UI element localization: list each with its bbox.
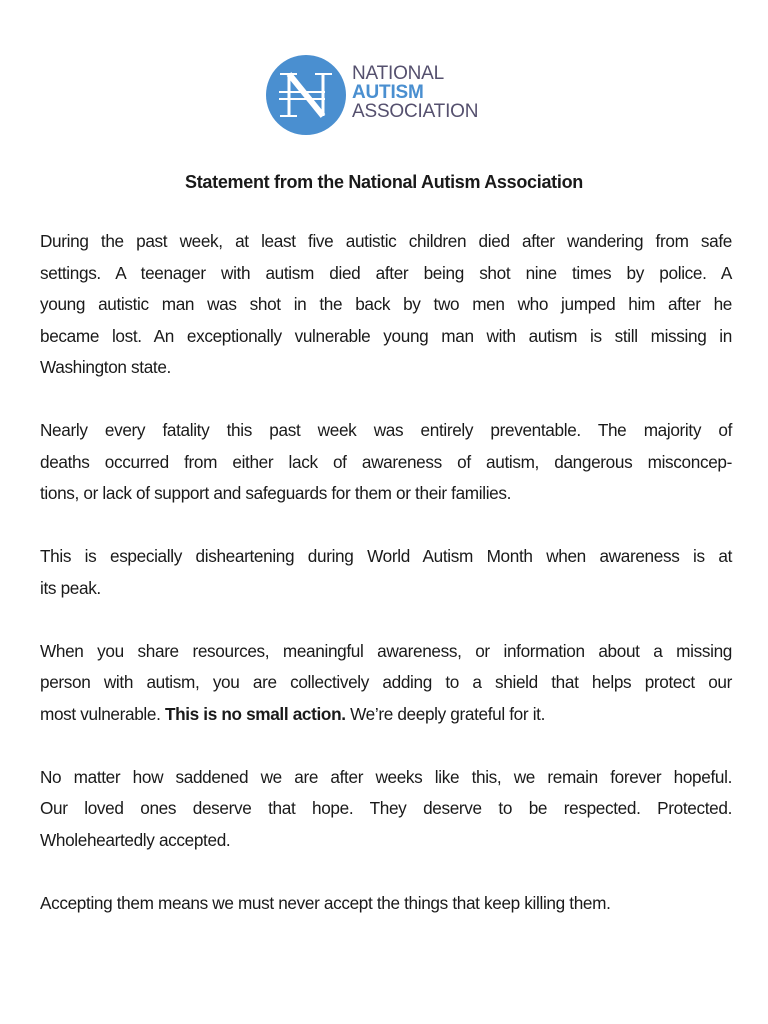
emphasis-text: This is no small action. bbox=[164, 703, 346, 724]
paragraph-2 bbox=[40, 415, 732, 510]
text-line: young autistic man was shot in the back by two men who jumped him after he bbox=[40, 294, 732, 314]
paragraph-1 bbox=[40, 226, 732, 384]
text-line: Washington state. bbox=[40, 357, 171, 377]
national-autism-association-logo bbox=[265, 54, 505, 136]
paragraph-4 bbox=[40, 636, 732, 731]
text-run: most vulnerable. bbox=[40, 703, 165, 724]
text-line: Accepting them means we must never accept the things that keep killing them. bbox=[40, 892, 611, 913]
statement-title: Statement from the National Autism Association bbox=[185, 172, 583, 192]
text-line: its peak. bbox=[40, 577, 101, 598]
text-line: deaths occurred from either lack of awareness of autism, dangerous misconcep- bbox=[40, 451, 732, 472]
paragraph-5 bbox=[40, 762, 732, 857]
logo-monogram-icon bbox=[265, 54, 347, 136]
text-line: When you share resources, meaningful awareness, or information about a missing bbox=[40, 640, 732, 661]
logo-line-association: ASSOCIATION bbox=[352, 101, 479, 122]
text-line: Wholeheartedly accepted. bbox=[40, 829, 231, 850]
paragraph-3 bbox=[40, 541, 732, 604]
text-line: No matter how saddened we are after weeks like this, we remain forever hopeful. bbox=[40, 766, 732, 787]
text-line bbox=[40, 699, 732, 731]
logo-line-autism: AUTISM bbox=[352, 82, 424, 103]
text-line: became lost. An exceptionally vulnerable young man with autism is still missing in bbox=[40, 325, 732, 346]
text-line: Nearly every fatality this past week was entirely preventable. The majority of bbox=[40, 420, 732, 440]
text-line: tions, or lack of support and safeguards for them or their families. bbox=[40, 483, 512, 503]
text-line: settings. A teenager with autism died after being shot nine times by police. A bbox=[40, 262, 732, 283]
statement-body bbox=[40, 226, 732, 951]
text-line: This is especially disheartening during World Autism Month when awareness is at bbox=[40, 546, 732, 566]
text-line: Our loved ones deserve that hope. They deserve to be respected. Protected. bbox=[40, 798, 732, 818]
text-line: person with autism, you are collectively adding to a shield that helps protect our bbox=[40, 672, 732, 692]
text-line: During the past week, at least five autistic children died after wandering from safe bbox=[40, 231, 732, 251]
logo-wordmark bbox=[352, 64, 478, 121]
text-run: We’re deeply grateful for it. bbox=[345, 703, 546, 724]
logo-line-national: NATIONAL bbox=[352, 63, 445, 84]
paragraph-6 bbox=[40, 888, 732, 920]
